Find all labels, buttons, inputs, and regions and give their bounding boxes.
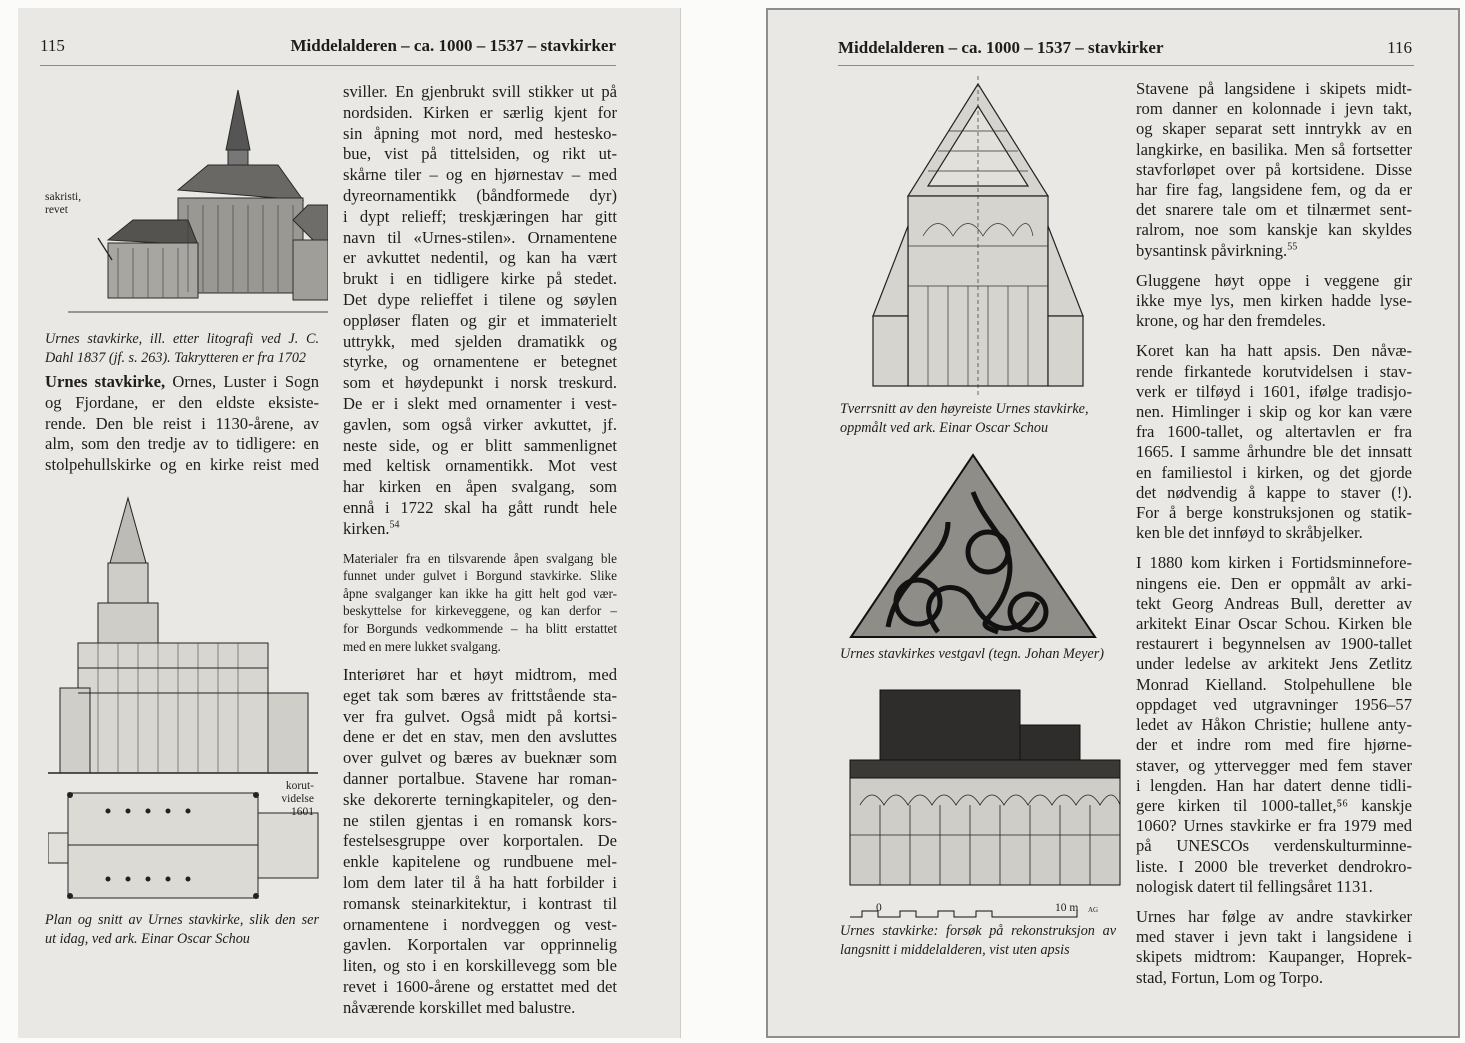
line-text: verk er tilføyd i 1601, ifølge tradisjo-	[1136, 381, 1412, 401]
line-text: med en mere lukket svalgang.	[343, 638, 501, 654]
body-line	[343, 269, 617, 290]
body-line	[1136, 79, 1412, 99]
body-line	[1136, 574, 1412, 594]
body-line	[343, 894, 617, 915]
body-line: Ornes, Luster i Sogn	[165, 372, 319, 391]
body-line	[343, 585, 617, 603]
line-text: restaurert i begynnelsen av 1900-tallet	[1136, 634, 1412, 654]
body-line	[343, 873, 617, 894]
line-text: i lengden. Han har datert denne tidli-	[1136, 775, 1412, 795]
line-text: For å berge konstruksjonen og statik-	[1136, 503, 1412, 523]
caption-line: ut idag, ved ark. Einar Oscar Schou	[45, 931, 250, 947]
label-line: 1601	[291, 806, 314, 818]
caption-line: Urnes stavkirke: forsøk på rekonstruksjon av	[840, 923, 1116, 939]
artist-signature: AG	[1088, 906, 1099, 914]
label-line: videlse	[281, 793, 314, 805]
body-line	[1136, 776, 1412, 796]
line-text: det snarere tale om et tilnærmet sent-	[1136, 200, 1412, 220]
line-text: for Borgunds vedkommende – ha blitt erstattet	[343, 620, 617, 636]
line-text: dyreornamentikk (båndformede dyr)	[343, 185, 617, 205]
body-line	[1136, 99, 1412, 119]
body-paragraph	[1136, 553, 1412, 896]
line-text: lom dem later til å ha hatt forbilder i	[343, 873, 617, 893]
body-line	[343, 567, 617, 585]
body-line	[1136, 291, 1412, 311]
body-line	[1136, 311, 1412, 331]
line-text: nåværende korskillet med balustre.	[343, 997, 576, 1017]
body-line	[1136, 857, 1412, 877]
caption-line: Dahl 1837 (jf. s. 263). Takrytteren er fra 1702	[45, 350, 307, 366]
line-text: neste side, og er blitt sammenlignet	[343, 435, 617, 455]
body-line	[1136, 947, 1412, 967]
body-line	[1136, 816, 1412, 836]
line-text: 1060? Urnes stavkirke er fra 1979 med	[1136, 816, 1412, 836]
body-line	[1136, 695, 1412, 715]
line-text: gere kirken til 1000-tallet,⁵⁶ kanskje	[1136, 795, 1412, 815]
line-text: kirken.	[343, 518, 390, 538]
body-line	[1136, 160, 1412, 180]
body-line	[1136, 442, 1412, 462]
body-line	[1136, 422, 1412, 442]
body-line	[343, 977, 617, 998]
line-text: enkle kapitelene og rundbuene mel-	[343, 852, 617, 872]
line-text: romansk steinarkitektur, i kontrast til	[343, 893, 617, 913]
line-text: Stavene på langsidene i skipets midt-	[1136, 79, 1412, 98]
line-text: skårne tiler – og en hjørnestav – med	[343, 165, 617, 185]
body-line	[1136, 927, 1412, 947]
body-line	[343, 935, 617, 956]
line-text: en familiestol i kirken, og det gjorde	[1136, 462, 1412, 482]
line-text: ne stilen gjentas i en romansk kors-	[343, 810, 617, 830]
header-rule	[40, 65, 616, 66]
line-text: ennå i 1722 skal ha gått rundt hele	[343, 497, 617, 517]
west-gable-ornament-drawing	[848, 452, 1098, 642]
body-line	[1136, 634, 1412, 654]
body-line	[343, 852, 617, 873]
line-text: ningens eie. Den er oppmålt av arki-	[1136, 573, 1412, 593]
longitudinal-section-drawing	[840, 685, 1125, 925]
scale-end-label: 10 m	[1055, 902, 1079, 914]
body-line	[343, 638, 617, 656]
line-text: ikke mye lys, men kirken hadde lyse-	[1136, 291, 1412, 311]
body-line	[1136, 907, 1412, 927]
body-line	[343, 373, 617, 394]
body-line	[1136, 271, 1412, 291]
line-text: ken ble det innføyd to skråbjelker.	[1136, 523, 1363, 543]
footnote-paragraph	[343, 550, 617, 656]
line-text: uttrykk, med sjelden dramatikk og	[343, 331, 617, 351]
body-line	[1136, 140, 1412, 160]
figure2-caption	[840, 645, 1116, 664]
line-text: navn til «Urnes-stilen». Ornamentene	[343, 227, 617, 247]
body-line	[1136, 715, 1412, 735]
line-text: revet i 1600-årene og erstattet med det	[343, 977, 617, 997]
body-line	[1136, 200, 1412, 220]
line-text: beskyttelse for kirkeveggene, og kan derfor –	[343, 603, 617, 619]
body-line	[343, 311, 617, 332]
line-text: med keltisk ornamentikk. Mot vest	[343, 456, 617, 476]
label-line: sakristi,	[45, 191, 82, 203]
body-line: og Fjordane, er den eldste eksiste-	[45, 392, 319, 412]
line-text: stavforløpet over på kortsidene. Disse	[1136, 159, 1412, 179]
body-line	[343, 811, 617, 832]
body-line	[343, 831, 617, 852]
line-text: gavlen. Korportalen var opprinnelig	[343, 935, 617, 955]
line-text: som et høydepunkt i norsk treskurd.	[343, 373, 617, 393]
line-text: staver, og yttervegger med fem staver	[1136, 755, 1412, 775]
body-line	[1136, 362, 1412, 382]
body-line	[1136, 675, 1412, 695]
body-line	[1136, 341, 1412, 361]
korutvidelse-label	[266, 780, 314, 819]
line-text: De er i slekt med ornamenter i vest-	[343, 393, 617, 413]
intro-paragraph	[45, 372, 319, 476]
body-line	[343, 602, 617, 620]
body-line	[343, 394, 617, 415]
running-head: Middelalderen – ca. 1000 – 1537 – stavkirker	[290, 36, 616, 55]
body-line	[343, 456, 617, 477]
line-text: på UNESCOs verdenskulturminne-	[1136, 836, 1412, 856]
body-line	[1136, 836, 1412, 856]
line-text: eget tak som bæres av frittstående sta-	[343, 685, 617, 705]
body-line	[343, 915, 617, 936]
line-text: langkirke, en basilika. Men så fortsetter	[1136, 139, 1412, 159]
line-text: liten, og sto i en korskillevegg som ble	[343, 956, 617, 976]
line-text: krone, og har den fremdeles.	[1136, 311, 1326, 331]
figure2-caption	[45, 911, 319, 949]
body-line	[343, 144, 617, 165]
line-text: sin åpning mot nord, med hestesko-	[343, 123, 617, 143]
body-line	[343, 82, 617, 103]
body-line	[1136, 463, 1412, 483]
line-text: Materialer fra en tilsvarende åpen svalgang ble	[343, 550, 617, 566]
line-text: ornamentene i nordveggen og vest-	[343, 914, 617, 934]
line-text: dene er det en stav, men den avsluttes	[343, 727, 617, 747]
line-text: oppdaget ved utgravninger 1956–57	[1136, 694, 1412, 714]
line-text: sviller. En gjenbrukt svill stikker ut på	[343, 82, 617, 101]
line-text: stad, Fortun, Lom og Torpo.	[1136, 967, 1324, 987]
line-text: danner portalbue. Stavene har roman-	[343, 769, 617, 789]
line-text: i dypt relieff; treskjæringen har gitt	[343, 206, 617, 226]
line-text: 1665. I samme århundre ble det innsatt	[1136, 442, 1412, 462]
page-number: 115	[40, 36, 65, 55]
caption-line: Plan og snitt av Urnes stavkirke, slik den ser	[45, 912, 319, 928]
line-text: under ledelse av arkitekt Jens Zetlitz	[1136, 654, 1412, 674]
church-section-and-plan-drawing	[48, 493, 333, 908]
body-line	[1136, 241, 1412, 261]
body-paragraph	[1136, 271, 1412, 332]
caption-line: oppmålt ved ark. Einar Oscar Schou	[840, 420, 1049, 436]
line-text: rom danner en kolonnade i jevn takt,	[1136, 99, 1412, 119]
scale-bar	[850, 909, 1077, 917]
body-line	[343, 956, 617, 977]
body-paragraph	[1136, 341, 1412, 543]
line-text: styrke, og ornamentene er betegnet	[343, 352, 617, 372]
body-paragraph	[1136, 907, 1412, 988]
body-line	[1136, 483, 1412, 503]
body-line	[343, 727, 617, 748]
line-text: over gulvet og bæres av bueknær som	[343, 748, 617, 768]
body-line	[343, 228, 617, 249]
line-text: tekt Georg Andreas Bull, deretter av	[1136, 593, 1412, 613]
label-line: revet	[45, 204, 68, 216]
line-text: funnet under gulvet i Borgund stavkirke. Slike	[343, 568, 617, 584]
body-line	[343, 707, 617, 728]
body-line	[343, 519, 617, 540]
body-line	[343, 352, 617, 373]
line-text: det nødvendig å kappe to staver (!).	[1136, 482, 1412, 502]
line-text: Gluggene høyt oppe i veggene gir	[1136, 270, 1412, 290]
body-line	[1136, 503, 1412, 523]
left-text-column	[343, 82, 617, 1029]
line-text: oppløser flaten og gir et immaterielt	[343, 310, 617, 330]
body-line: rende. Den ble reist i 1130-årene, av	[45, 413, 319, 433]
line-text: Koret kan ha hatt apsis. Den nåvæ-	[1136, 341, 1412, 361]
body-line	[1136, 220, 1412, 240]
page-number: 116	[1387, 38, 1412, 57]
line-text: rende firkantede korutvidelsen i stav-	[1136, 361, 1412, 381]
line-text: og skaper separat sett inntrykk av en	[1136, 119, 1412, 139]
footnote-reference[interactable]: 55	[1287, 241, 1298, 253]
body-line	[343, 686, 617, 707]
body-line	[343, 769, 617, 790]
line-text: Urnes har følge av andre stavkirker	[1136, 906, 1412, 926]
line-text: bysantinsk påvirkning.	[1136, 240, 1288, 260]
line-text: med staver i jevn takt i langsidene i	[1136, 927, 1412, 947]
body-line	[1136, 402, 1412, 422]
figure3-caption	[840, 922, 1116, 960]
label-line: korut-	[285, 780, 314, 792]
body-line	[343, 550, 617, 568]
sakristi-label	[45, 191, 81, 217]
body-paragraph	[1136, 79, 1412, 261]
body-line: alm, som den tredje av to tidligere: en	[45, 434, 319, 454]
line-text: har fire fag, langsidene fem, og da er	[1136, 180, 1412, 200]
body-line	[343, 620, 617, 638]
body-line	[343, 248, 617, 269]
line-text: ledet av Håkon Christie; hullene anty-	[1136, 715, 1412, 735]
body-line	[343, 748, 617, 769]
church-lithograph-illustration	[48, 80, 328, 325]
body-line	[343, 124, 617, 145]
body-line	[343, 207, 617, 228]
body-line	[1136, 180, 1412, 200]
body-line	[1136, 614, 1412, 634]
body-line	[343, 436, 617, 457]
line-text: har kirken en åpen svalgang, som	[343, 477, 617, 497]
line-text: bue, vist på tittelsiden, og rikt ut-	[343, 144, 617, 164]
body-line	[343, 790, 617, 811]
footnote-reference[interactable]: 54	[389, 519, 400, 531]
line-text: er avkuttet nedentil, og kan ha vært	[343, 248, 617, 268]
church-name: Urnes stavkirke,	[45, 372, 166, 391]
body-line	[1136, 756, 1412, 776]
body-line	[343, 415, 617, 436]
body-line	[343, 665, 617, 686]
line-text: ralrom, noe som kanskje kan skyldes	[1136, 220, 1412, 240]
caption-line: Urnes stavkirke, ill. etter litografi ved J. C.	[45, 331, 319, 347]
line-text: Interiøret har et høyt midtrom, med	[343, 665, 617, 685]
scale-start-label: 0	[876, 902, 882, 914]
line-text: der et indre rom med fire hjørne-	[1136, 735, 1412, 755]
line-text: liste. I 2000 ble treverket dendrokro-	[1136, 856, 1412, 876]
line-text: gavlen, som også virker avkuttet, jf.	[343, 414, 617, 434]
line-text: arkitekt Einar Oscar Schou. Kirken ble	[1136, 614, 1412, 634]
body-line	[1136, 119, 1412, 139]
running-head: Middelalderen – ca. 1000 – 1537 – stavkirker	[838, 38, 1164, 57]
line-text: nen. Himlinger i skip og kor kan være	[1136, 402, 1412, 422]
body-line: stolpehullskirke og en kirke reist med	[45, 455, 319, 475]
body-paragraph	[343, 665, 617, 1019]
header-rule	[838, 65, 1414, 66]
body-line	[343, 165, 617, 186]
body-paragraph	[343, 82, 617, 540]
left-page	[18, 8, 681, 1038]
figure1-caption	[840, 400, 1116, 438]
body-line	[343, 290, 617, 311]
body-line	[343, 186, 617, 207]
line-text: skipets midtrom: Kaupanger, Hoprek-	[1136, 947, 1412, 967]
line-text: ske dekorerte terningkapiteler, og den-	[343, 789, 617, 809]
right-page	[766, 8, 1460, 1038]
body-line	[1136, 796, 1412, 816]
caption-line: Urnes stavkirkes vestgavl (tegn. Johan Meyer)	[840, 646, 1104, 662]
body-line	[1136, 735, 1412, 755]
body-line	[1136, 654, 1412, 674]
caption-line: Tverrsnitt av den høyreiste Urnes stavkirke,	[840, 401, 1089, 417]
figure1-caption	[45, 330, 319, 368]
line-text: fra 1600-tallet, og altertavlen er fra	[1136, 422, 1412, 442]
caption-line: langsnitt i middelalderen, vist uten apsis	[840, 942, 1070, 958]
line-text: festelsesgruppe over korportalen. De	[343, 831, 617, 851]
line-text: åpne svalganger kan ikke ha gitt helt god vær-	[343, 585, 617, 601]
body-line	[343, 477, 617, 498]
line-text: nologisk datert til fellingsåret 1131.	[1136, 876, 1373, 896]
line-text: ver fra gulvet. Også midt på kortsi-	[343, 706, 617, 726]
body-line	[343, 332, 617, 353]
body-line	[1136, 553, 1412, 573]
line-text: brukt i en tidligere kirke på stedet.	[343, 269, 617, 289]
body-line	[1136, 523, 1412, 543]
body-line	[1136, 877, 1412, 897]
body-line	[1136, 968, 1412, 988]
line-text: I 1880 kom kirken i Fortidsminnefore-	[1136, 553, 1412, 573]
line-text: Monrad Kielland. Stolpehullene ble	[1136, 674, 1412, 694]
body-line	[1136, 594, 1412, 614]
body-line	[1136, 382, 1412, 402]
cross-section-drawing	[868, 76, 1088, 396]
body-line	[343, 103, 617, 124]
body-line	[343, 998, 617, 1019]
body-line	[343, 498, 617, 519]
line-text: Det dype relieffet i tilene og søylen	[343, 289, 617, 309]
right-text-column	[1136, 79, 1412, 998]
line-text: nordsiden. Kirken er særlig kjent for	[343, 102, 617, 122]
